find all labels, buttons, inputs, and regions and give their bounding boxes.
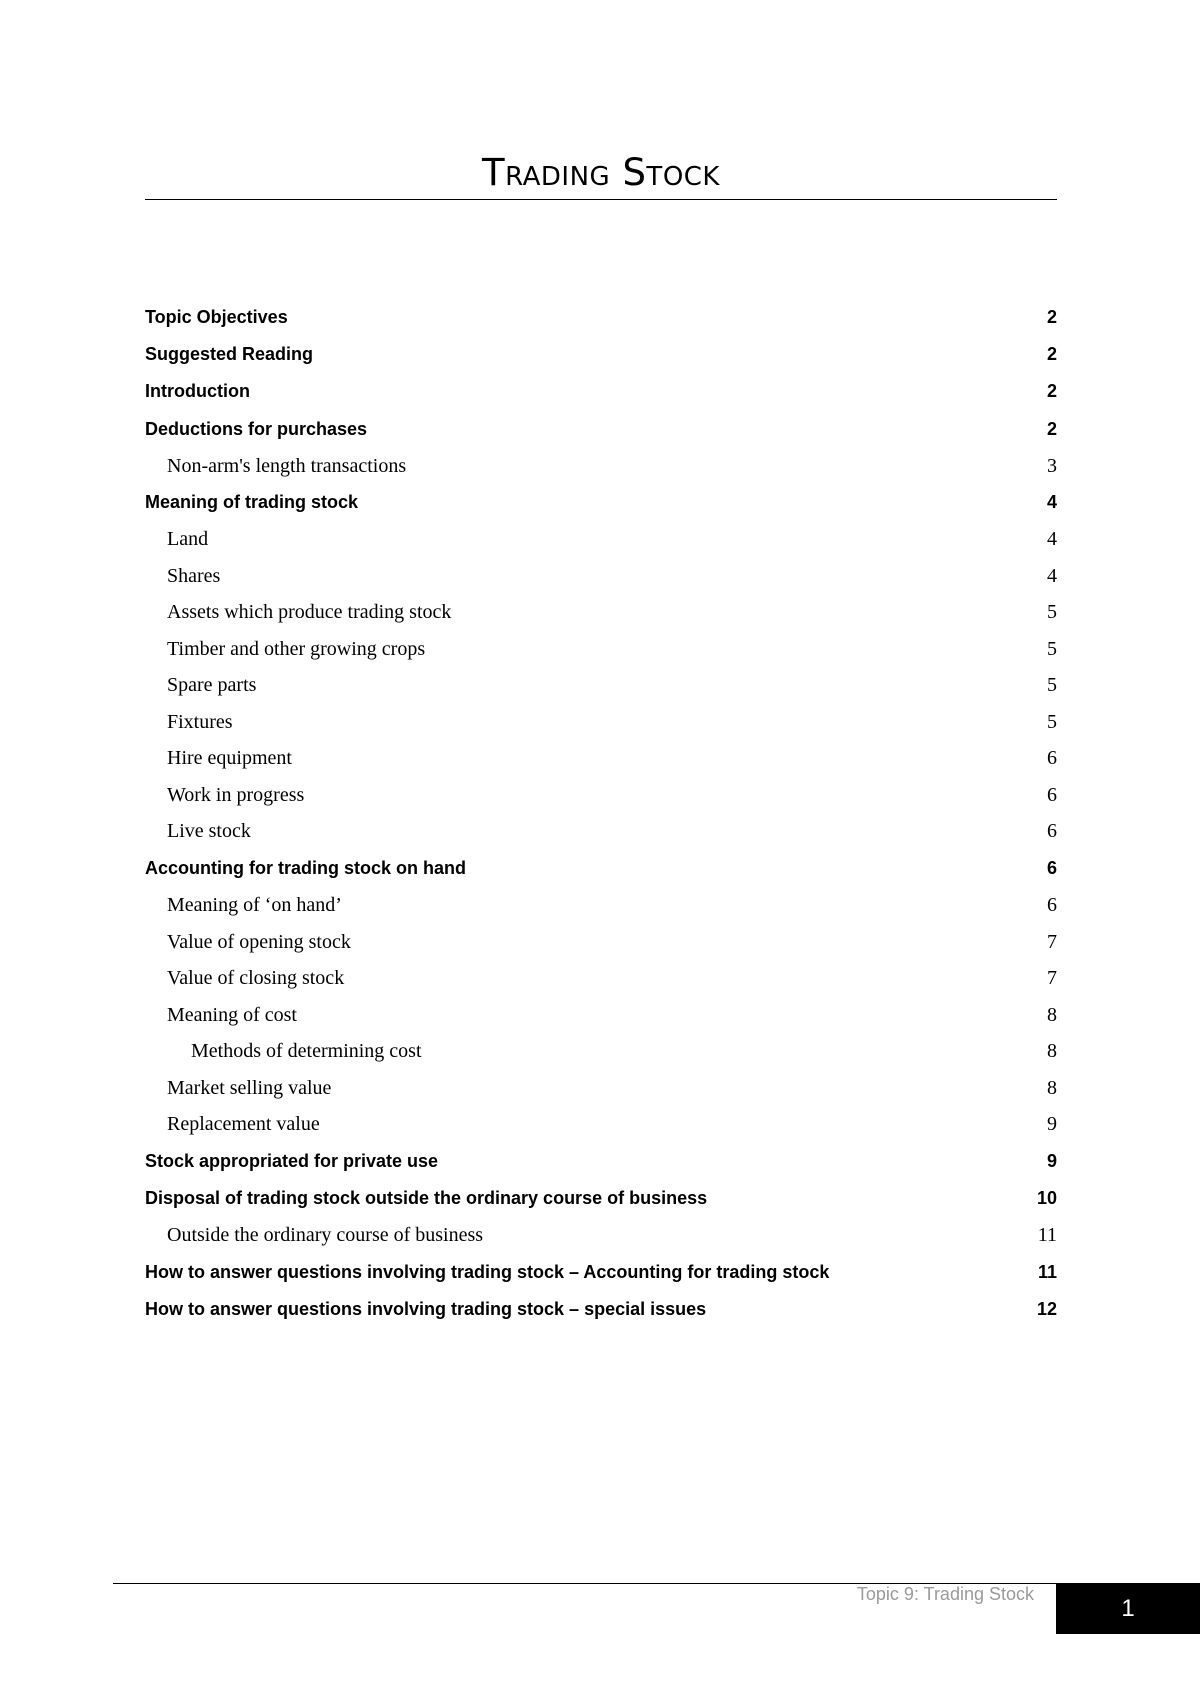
toc-entry-label: Introduction — [145, 381, 250, 402]
toc-entry[interactable] — [145, 1219, 1057, 1256]
toc-entry-label: Work in progress — [167, 783, 305, 806]
toc-entry[interactable] — [145, 1035, 1057, 1072]
toc-entry-label: How to answer questions involving trading stock – Accounting for trading stock — [145, 1261, 830, 1282]
toc-entry[interactable] — [145, 1072, 1057, 1109]
toc-entry-label: Topic Objectives — [145, 307, 288, 327]
toc-entry-label: Suggested Reading — [145, 344, 314, 365]
toc-entry-label: Hire equipment — [167, 747, 292, 770]
toc-entry-page: 2 — [1046, 418, 1057, 439]
toc-entry-label: Market selling value — [167, 1076, 332, 1099]
toc-entry-label: How to answer questions involving trading stock – special issues — [145, 1298, 707, 1319]
toc-entry-page: 2 — [1046, 344, 1057, 365]
toc-entry-label: Replacement value — [167, 1113, 320, 1136]
toc-entry-page: 5 — [1047, 637, 1057, 660]
toc-entry[interactable] — [145, 1182, 1057, 1219]
toc-entry[interactable] — [145, 450, 1057, 487]
toc-entry-label: Meaning of trading stock — [145, 492, 359, 513]
toc-entry-label: Meaning of ‘on hand’ — [167, 894, 342, 917]
toc-entry-page: 4 — [1046, 492, 1057, 513]
toc-entry[interactable] — [145, 413, 1057, 450]
toc-entry[interactable] — [145, 596, 1057, 633]
toc-entry[interactable] — [145, 338, 1057, 375]
toc-entry-label: Value of closing stock — [167, 967, 345, 990]
toc-entry-page: 11 — [1037, 1261, 1057, 1282]
toc-entry-page: 5 — [1047, 710, 1057, 733]
toc-entry[interactable] — [145, 962, 1057, 999]
page-number: 1 — [1121, 1594, 1135, 1622]
toc-entry-page: 6 — [1047, 820, 1057, 843]
toc-entry-page: 12 — [1036, 1298, 1057, 1319]
toc-entry[interactable] — [145, 669, 1057, 706]
toc-entry[interactable] — [145, 999, 1057, 1036]
toc-entry[interactable] — [145, 1108, 1057, 1145]
toc-entry[interactable] — [145, 706, 1057, 743]
toc-entry-label: Shares — [167, 564, 221, 587]
toc-entry-page: 10 — [1036, 1187, 1057, 1208]
toc-entry[interactable] — [145, 560, 1057, 597]
page-title: Trading Stock — [482, 151, 720, 194]
toc-entry-label: Land — [167, 528, 209, 551]
toc-entry-page: 4 — [1047, 528, 1057, 551]
toc-entry-label: Methods of determining cost — [191, 1040, 422, 1063]
toc-entry-page: 6 — [1047, 894, 1057, 917]
toc-entry-label: Timber and other growing crops — [167, 637, 426, 660]
toc-entry-label: Live stock — [167, 820, 251, 843]
toc-entry-page: 11 — [1037, 1224, 1057, 1246]
toc-entry-page: 5 — [1047, 601, 1057, 624]
toc-entry[interactable] — [145, 779, 1057, 816]
toc-entry-label: Outside the ordinary course of business — [167, 1224, 484, 1246]
toc-entry[interactable] — [145, 301, 1057, 338]
toc-entry-label: Stock appropriated for private use — [145, 1150, 439, 1171]
toc-entry-page: 8 — [1047, 1003, 1057, 1026]
toc-entry[interactable] — [145, 852, 1057, 889]
toc-entry-page: 5 — [1047, 674, 1057, 697]
toc-entry-label: Assets which produce trading stock — [167, 601, 452, 624]
toc-entry[interactable] — [145, 1293, 1057, 1330]
toc-entry-label: Spare parts — [167, 674, 257, 697]
toc-entry-page: 9 — [1046, 1150, 1057, 1171]
toc-entry-page: 6 — [1047, 747, 1057, 770]
toc-entry[interactable] — [145, 926, 1057, 963]
toc-entry-page: 8 — [1047, 1076, 1057, 1099]
page-number-box — [1056, 1583, 1200, 1634]
footer-topic: Topic 9: Trading Stock — [856, 1584, 1034, 1604]
toc-entry-label: Accounting for trading stock on hand — [145, 857, 466, 878]
toc-entry-label: Deductions for purchases — [145, 418, 368, 439]
toc-entry-label: Value of opening stock — [167, 930, 351, 953]
table-of-contents — [145, 301, 1057, 1330]
toc-entry-page: 4 — [1047, 564, 1057, 587]
toc-entry-page: 6 — [1046, 857, 1057, 878]
toc-entry[interactable] — [145, 889, 1057, 926]
toc-entry[interactable] — [145, 486, 1057, 523]
toc-entry[interactable] — [145, 1256, 1057, 1293]
toc-entry-page: 9 — [1047, 1113, 1057, 1136]
toc-entry-page: 7 — [1047, 967, 1057, 990]
toc-entry-label: Disposal of trading stock outside the ordinary course of business — [145, 1187, 708, 1208]
toc-entry[interactable] — [145, 742, 1057, 779]
toc-entry[interactable] — [145, 1145, 1057, 1182]
toc-entry-page: 2 — [1046, 307, 1057, 327]
toc-entry-page: 3 — [1047, 454, 1057, 477]
title-divider — [145, 199, 1057, 200]
toc-entry-label: Fixtures — [167, 710, 233, 733]
toc-entry[interactable] — [145, 815, 1057, 852]
toc-entry[interactable] — [145, 523, 1057, 560]
toc-entry-page: 7 — [1047, 930, 1057, 953]
toc-entry[interactable] — [145, 375, 1057, 412]
toc-entry-page: 2 — [1046, 381, 1057, 402]
toc-entry-label: Non-arm's length transactions — [167, 454, 407, 477]
toc-entry-page: 8 — [1047, 1040, 1057, 1063]
toc-entry-page: 6 — [1047, 783, 1057, 806]
toc-entry[interactable] — [145, 633, 1057, 670]
toc-entry-label: Meaning of cost — [167, 1003, 297, 1026]
